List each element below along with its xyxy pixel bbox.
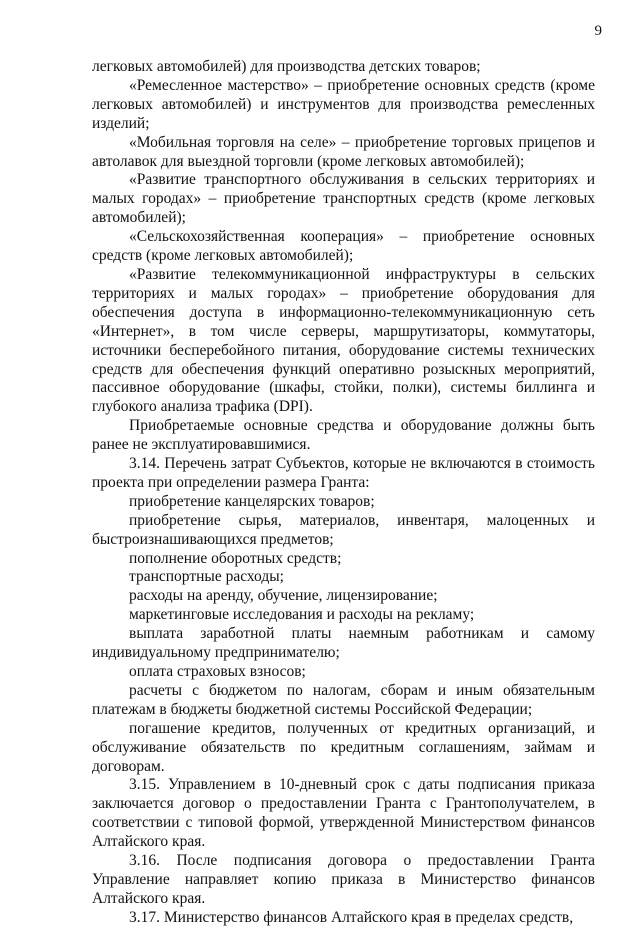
section-3-17: 3.17. Министерство финансов Алтайского края в пределах средств, [129,908,574,926]
list-item: маркетинговые исследования и расходы на рекламу; [129,606,475,624]
list-item: погашение кредитов, полученных от кредитных организаций, и обслуживание обязательств по кредитным соглашениям, займам и договорам. [92,719,595,775]
list-item: расчеты с бюджетом по налогам, сборам и иным обязательным платежам в бюджеты бюджетной системы Российской Федерации; [92,681,595,718]
paragraph: «Развитие транспортного обслуживания в сельских территориях и малых городах» – приобретение транспортных средств (кроме легковых автомобилей); [92,171,595,227]
list-item: пополнение оборотных средств; [129,549,342,567]
paragraph: «Ремесленное мастерство» – приобретение основных средств (кроме легковых автомобилей) и инструментов для производства ремесленных изделий; [92,76,595,132]
list-item: транспортные расходы; [129,568,284,586]
document-body [92,58,595,928]
section-3-16: 3.16. После подписания договора о предоставлении Гранта Управление направляет копию приказа в Министерство финансов Алтайского края. [92,852,595,907]
section-3-15: 3.15. Управлением в 10-дневный срок с даты подписания приказа заключается договор о предоставлении Гранта с Грантополучателем, в соответствии с типовой формой, утвержденной Министерством финансов Алтайского края. [92,776,595,851]
paragraph: «Развитие телекоммуникационной инфраструктуры в сельских территориях и малых городах» – приобретение оборудования для обеспечения доступа в информационно-телекоммуникационную сеть «Интернет», в том числе серверы, маршрутизаторы, коммутаторы, источники бесперебойного питания, оборудование системы технических средств для обеспечения функций оперативно розыскных мероприятий, пассивное оборудование (шкафы, стойки, полки), системы биллинга и глубокого анализа трафика (DPI). [92,265,595,416]
paragraph: «Сельскохозяйственная кооперация» – приобретение основных средств (кроме легковых автомобилей); [92,228,595,265]
paragraph: легковых автомобилей) для производства детских товаров; [92,58,481,75]
list-item: оплата страховых взносов; [129,663,306,680]
section-3-14: 3.14. Перечень затрат Субъектов, которые не включаются в стоимость проекта при определении размера Гранта: [92,455,595,491]
list-item: приобретение сырья, материалов, инвентаря, малоценных и быстроизнашивающихся предметов; [92,511,595,548]
page-number: 9 [594,23,602,39]
list-item: выплата заработной платы наемным работникам и самому индивидуальному предпринимателю; [92,625,595,662]
list-item: приобретение канцелярских товаров; [129,492,375,510]
list-item: расходы на аренду, обучение, лицензирование; [129,587,438,605]
paragraph: «Мобильная торговля на селе» – приобретение торговых прицепов и автолавок для выездной торговли (кроме легковых автомобилей); [92,133,595,170]
paragraph: Приобретаемые основные средства и оборудование должны быть ранее не эксплуатировавшимися. [92,417,595,454]
